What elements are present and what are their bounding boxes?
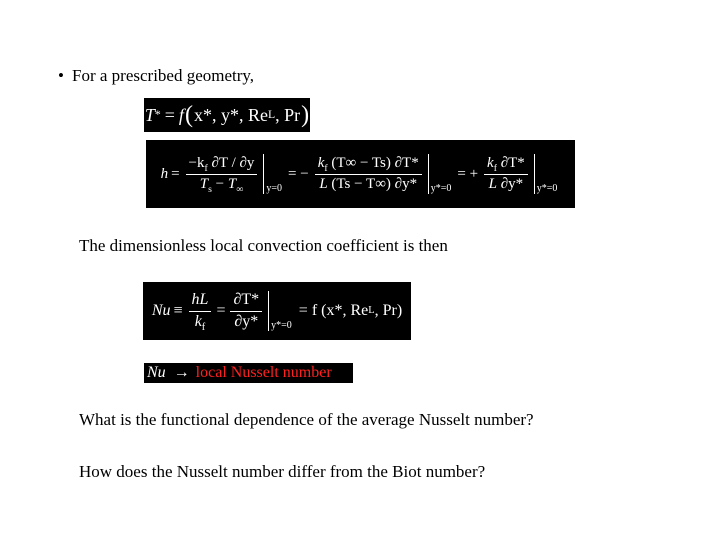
eq3-nu: Nu — [151, 302, 171, 319]
nusselt-symbol: Nu — [147, 364, 166, 381]
arrow-icon: → — [173, 364, 190, 381]
equation-convection-coefficient: h = $\frac{-k_f \partial T / \partial y}{T_s - T_\infty}$ y=0 = − $\frac{k_f (T\infty - Ts) \partial T*}{L (Ts - T\infty) \partial y*}$ y*=0 = + $\frac{k_f \partial T*}{L \partial y*}$ y*=0 — [146, 140, 575, 208]
bullet-item — [58, 66, 254, 86]
eq3-fraction-2: $\frac{\partial T*}{\partial y*}$ — [230, 291, 262, 331]
eq2-eval-1: y=0 — [263, 154, 282, 194]
eq1-equals: = — [164, 104, 175, 125]
eq2-fraction-2: $\frac{k_f (T\infty - Ts) \partial T*}{L (Ts - T\infty) \partial y*}$ — [315, 155, 422, 193]
equation-nusselt-number: Nu ≡ $\frac{hL}{k_f}$ = $\frac{\partial T*}{\partial y*}$ y*=0 = f (x*, Re L , Pr) — [143, 282, 411, 340]
eq1-lhs: T — [144, 104, 155, 125]
eq2-fraction-1: $\frac{-k_f \partial T / \partial y}{T_s - T_\infty}$ — [186, 155, 258, 193]
eq2-h: h — [160, 165, 169, 182]
eq2-fraction-3: $\frac{k_f \partial T*}{L \partial y*}$ — [484, 155, 528, 193]
eq1-f: f — [178, 104, 184, 125]
nusselt-label: local Nusselt number — [195, 364, 332, 381]
eq3-eval: y*=0 — [268, 291, 292, 331]
eq2-eval-2: y*=0 — [428, 154, 452, 194]
eq1-args: x*, y*, Re — [193, 104, 268, 125]
bullet-symbol: • — [58, 66, 64, 85]
eq2-eval-3: y*=0 — [534, 154, 558, 194]
eq1-tail: , Pr — [275, 104, 301, 125]
text-dimensionless-coefficient: The dimensionless local convection coefficient is then — [79, 236, 448, 255]
eq3-fraction-1: $\frac{hL}{k_f}$ — [189, 291, 212, 331]
question-nusselt-vs-biot: How does the Nusselt number differ from the Biot number? — [79, 462, 486, 481]
bullet-text: For a prescribed geometry, — [72, 66, 255, 85]
question-average-nusselt: What is the functional dependence of the average Nusselt number? — [79, 410, 534, 429]
nusselt-definition — [144, 363, 353, 383]
equation-dimensionless-temperature: T * = f ( x*, y*, Re L , Pr ) — [144, 98, 310, 132]
